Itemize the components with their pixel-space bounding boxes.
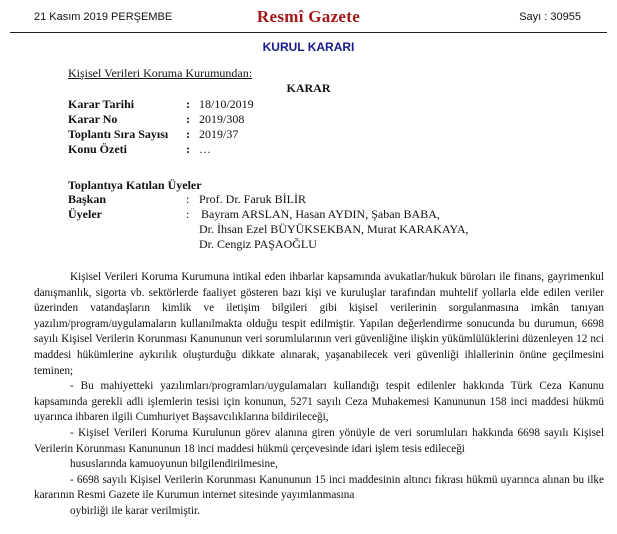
detail-value: 2019/308 [199, 112, 245, 126]
publication-date: 21 Kasım 2019 PERŞEMBE [34, 11, 173, 23]
detail-label: Konu Özeti [68, 142, 127, 156]
member-line: Bayram ARSLAN, Hasan AYDIN, Şaban BABA, [201, 207, 440, 221]
chair-label: Başkan [68, 192, 107, 206]
detail-label: Karar Tarihi [68, 97, 135, 111]
member-line: Dr. İhsan Ezel BÜYÜKSEKBAN, Murat KARAKAYA, [199, 222, 469, 236]
section-title: KURUL KARARI [262, 40, 355, 54]
body-paragraph: - Kişisel Verileri Koruma Kurulunun görev alanına giren yönüyle de veri sorumluları hakkında 6698 sayılı Kişisel Verilerin Korunması Kanununun 18 inci maddesi hükmü çerçevesinde idari işlem tesis edileceği [34, 426, 604, 455]
decision-heading: KARAR [286, 81, 331, 95]
issuing-authority: Kişisel Verileri Koruma Kurumundan: [68, 66, 253, 80]
body-paragraph: Kişisel Verileri Koruma Kurumuna intikal eden ihbarlar kapsamında avukatlar/hukuk büroları ile finans, gayrimenkul danışmanlık, sigorta vb. sektörlerde faaliyet gösteren bazı kişi ve kuruluşlar tarafından muhtelif yollarla elde edilen veriler üzerinden vatandaşların kimlik ve iletişim bilgileri gibi kişisel verilerinin sorgulanmasına imkân tanıyan yazılım/program/uygulamaların kullanılmakta olduğu tespit edilmiştir. Yapılan değerlendirme sonucunda bu durumun, 6698 sayılı Kişisel Verilerin Korunması Kanununun veri sorumlularının veri güvenliğine ilişkin yükümlülüklerini düzenleyen 12 nci maddesi hükümlerine aykırılık oluşturduğu dikkate alınarak, yaşanabilecek veri güvenliği ihlallerinin önüne geçilmesini teminen; [34, 271, 604, 377]
detail-value: … [199, 142, 211, 156]
body-paragraph: hususlarında kamuoyunun bilgilendirilmesine, [70, 458, 278, 471]
body-paragraph: - Bu mahiyetteki yazılımları/programları/uygulamaları kullandığı tespit edilenler hakkında Türk Ceza Kanunu kapsamında gerekli adli işlemlerin tesisi için konunun, 5271 sayılı Ceza Muhakemesi Kanununun 158 inci maddesi hükmü uyarınca ihbaren ilgili Cumhuriyet Başsavcılıklarına bildirileceği, [34, 380, 604, 424]
decision-body [34, 270, 604, 520]
detail-value: 18/10/2019 [199, 97, 254, 111]
body-paragraph: oybirliği ile karar verilmiştir. [70, 504, 200, 517]
gazette-header [0, 0, 617, 36]
body-paragraph: - 6698 sayılı Kişisel Verilerin Korunması Kanununun 15 inci maddesinin altıncı fıkrası hükmü uyarınca alınan bu ilke kararının Resmi Gazete ile Kurumun internet sitesinde yayımlanmasına [34, 473, 604, 502]
issue-number: Sayı : 30955 [519, 11, 581, 23]
detail-label: Karar No [68, 112, 118, 126]
chair-colon: : [186, 192, 190, 206]
chair-name: Prof. Dr. Faruk BİLİR [199, 192, 306, 206]
gazette-title: Resmî Gazete [256, 7, 361, 26]
detail-value: 2019/37 [199, 127, 239, 141]
members-heading: Toplantıya Katılan Üyeler [68, 178, 202, 192]
members-colon: : [186, 207, 190, 221]
detail-label: Toplantı Sıra Sayısı [68, 127, 169, 141]
member-line: Dr. Cengiz PAŞAOĞLU [199, 237, 317, 251]
header-divider [10, 32, 607, 33]
members-label: Üyeler [68, 207, 102, 221]
